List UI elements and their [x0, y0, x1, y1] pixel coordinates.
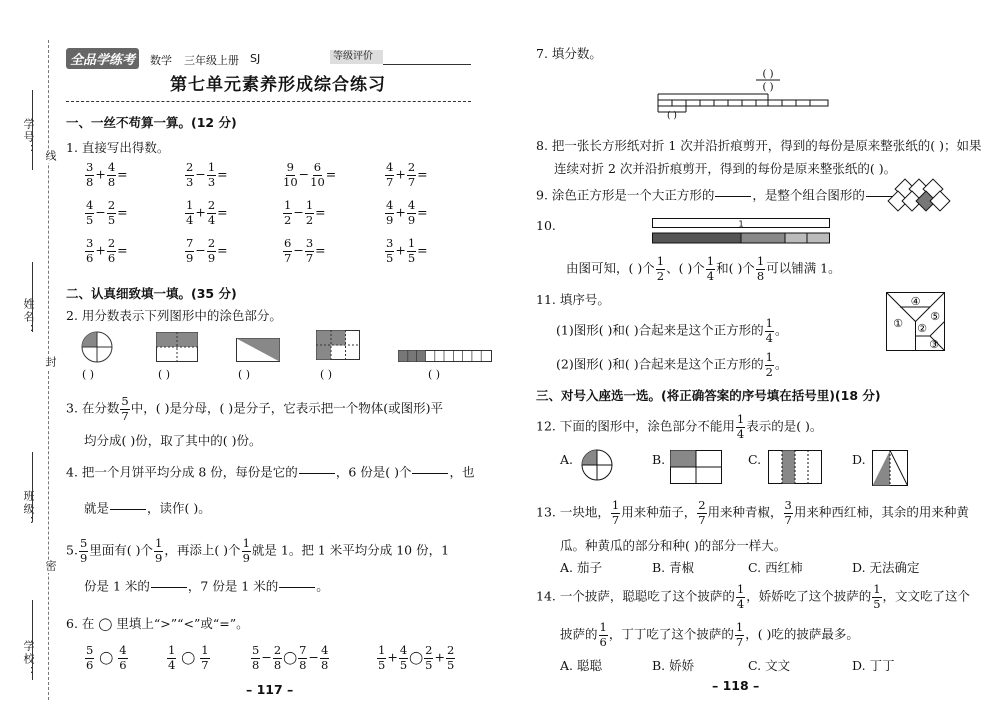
q10-text-c: 、( )个	[666, 260, 705, 276]
q2-rect-figure	[156, 332, 198, 362]
q13-fraction-1-7: $\frac{1}{7}$	[611, 498, 620, 527]
q4-line-1	[66, 460, 474, 486]
subject-label: 数学	[150, 54, 172, 67]
q4-text-a: 4. 把一个月饼平均分成 8 份，每份是它的	[66, 464, 298, 480]
q14-fraction-1-6: $\frac{1}{6}$	[599, 620, 607, 649]
q12-fraction-1-4: $\frac{1}{4}$	[736, 412, 745, 441]
q13-option-a[interactable]: A. 茄子	[560, 560, 602, 575]
q5-text-a: 5.	[66, 542, 78, 558]
q9-text-b: ，是整个组合图形的	[752, 187, 865, 203]
q12-line	[536, 414, 822, 440]
page-title: 第七单元素养形成综合练习	[170, 75, 386, 95]
q2-answer-5: ( )	[428, 368, 441, 381]
class-line	[32, 452, 33, 522]
page-number-right: – 118 –	[712, 678, 760, 693]
calc-item: $\frac{4}{9}$ + $\frac{4}{9}$ =	[386, 198, 428, 227]
q4-text-b: ，6 份是( )个	[335, 464, 412, 480]
q13-line-2: 瓜。种黄瓜的部分和种( )的部分一样大。	[560, 538, 787, 553]
q13-text-b: 用来种茄子，	[621, 504, 697, 520]
q13-line-1	[536, 500, 969, 526]
q10-bar-label: 1	[738, 219, 744, 229]
q10-fraction-1-2: $\frac{1}{2}$	[656, 254, 665, 283]
q11-fraction-1-4: $\frac{1}{4}$	[765, 316, 773, 345]
q12-option-d-figure	[872, 450, 908, 486]
q4-blank-fraction-2	[412, 460, 448, 486]
q9-line	[536, 183, 915, 209]
q5-text-e: 份是 1 米的	[84, 578, 150, 594]
q2-answer-4: ( )	[320, 368, 333, 381]
class-label: 班级：	[22, 490, 35, 529]
q12-option-b-figure	[670, 450, 722, 484]
q12-option-c[interactable]: C.	[748, 452, 762, 467]
student-no-label: 学号：	[22, 118, 35, 157]
calc-item: $\frac{1}{4}$ + $\frac{2}{4}$ =	[186, 198, 228, 227]
q6-text: 6. 在 ◯ 里填上“>”“<”或“=”。	[66, 616, 249, 631]
q2-answer-1: ( )	[82, 368, 95, 381]
q14-text-c: ，文文吃了这个	[882, 588, 971, 604]
q7-text: 7. 填分数。	[536, 46, 602, 61]
section-3-title: 三、对号入座选一选。(将正确答案的序号填在括号里)(18 分)	[536, 388, 881, 403]
q5-text-g: 。	[316, 578, 329, 594]
q13-fraction-3-7: $\frac{3}{7}$	[784, 498, 792, 527]
q3-line-2: 均分成( )份，取了其中的( )份。	[84, 433, 262, 448]
q14-option-b[interactable]: B. 娇娇	[652, 658, 695, 673]
binding-margin	[0, 0, 60, 722]
q5-text-b: 里面有( )个	[89, 542, 153, 558]
q4-text-d: 就是	[84, 500, 110, 516]
calc-item: $\frac{2}{3}$ − $\frac{1}{3}$ =	[186, 160, 228, 189]
q14-fraction-1-4: $\frac{1}{4}$	[736, 582, 745, 611]
q13-text-c: 用来种青椒，	[707, 504, 783, 520]
q14-text-a: 14. 一个披萨，聪聪吃了这个披萨的	[536, 588, 735, 604]
school-line	[32, 600, 33, 680]
q14-line-1	[536, 584, 970, 610]
q14-line-2	[560, 622, 859, 648]
q14-fraction-1-7: $\frac{1}{7}$	[735, 620, 744, 649]
calc-item: $\frac{3}{6}$ + $\frac{2}{6}$ =	[86, 236, 128, 265]
q4-blank-fraction-3	[110, 496, 146, 522]
q13-text-a: 13. 一块地，	[536, 504, 610, 520]
seal-char-2: 封	[44, 356, 57, 369]
q2-bar-figure	[398, 350, 492, 362]
q10-text-b: 由图可知，( )个	[566, 260, 655, 276]
q12-option-a[interactable]: A.	[560, 452, 574, 467]
section-1-title: 一、一丝不苟算一算。(12 分)	[66, 115, 237, 130]
q2-answer-2: ( )	[158, 368, 171, 381]
q3-fraction: $\frac{5}{7}$	[121, 394, 129, 423]
q11-text: 11. 填序号。	[536, 292, 610, 307]
q5-text-f: ，7 份是 1 米的	[187, 578, 279, 594]
q4-text-e: ，读作( )。	[147, 500, 211, 516]
q6-compare-2: $\frac{1}{4}$ ◯ $\frac{1}{7}$	[168, 643, 209, 672]
q12-option-a-figure	[580, 448, 614, 482]
student-no-line	[32, 90, 33, 170]
q5-line-2	[84, 574, 329, 600]
q11-text-b: (2)图形( )和( )合起来是这个正方形的	[556, 356, 764, 372]
q5-blank-fraction-2	[279, 574, 315, 600]
q14-option-d[interactable]: D. 丁丁	[852, 658, 895, 673]
q9-text-a: 9. 涂色正方形是一个大正方形的	[536, 187, 715, 203]
q14-text-b: ，娇娇吃了这个披萨的	[746, 588, 872, 604]
q10-text-e: 可以铺满 1。	[766, 260, 841, 276]
q12-option-b[interactable]: B.	[652, 452, 666, 467]
dashed-binding-line	[48, 40, 49, 700]
q5-fraction-5-9: $\frac{5}{9}$	[79, 536, 88, 565]
svg-text:( ): ( )	[667, 111, 677, 121]
q12-option-c-figure	[768, 450, 822, 484]
q11-tangram-figure	[886, 292, 946, 352]
q12-text-b: 表示的是( )。	[746, 418, 823, 434]
q4-line-2	[84, 496, 211, 522]
evaluation-line	[383, 64, 471, 65]
q2-circle-figure	[80, 330, 114, 364]
q8-line-1: 8. 把一张长方形纸对折 1 次并沿折痕剪开，得到的每份是原来整张纸的( )；如果	[536, 138, 982, 153]
q2-text: 2. 用分数表示下列图形中的涂色部分。	[66, 308, 282, 323]
q3-text-b: 中，( )是分母，( )是分子，它表示把一个物体(或图形)平	[130, 400, 443, 416]
edition-label: SJ	[250, 52, 261, 65]
name-line	[32, 262, 33, 332]
q10-line	[566, 256, 841, 282]
q12-option-d[interactable]: D.	[852, 452, 866, 467]
q6-compare-1: $\frac{5}{6}$ ◯ $\frac{4}{6}$	[86, 643, 127, 672]
q12-text-a: 12. 下面的图形中，涂色部分不能用	[536, 418, 735, 434]
calc-item: $\frac{9}{10}$ − $\frac{6}{10}$ =	[283, 160, 337, 189]
q13-fraction-2-7: $\frac{2}{7}$	[698, 498, 706, 527]
q6-compare-3: $\frac{5}{8}$ − $\frac{2}{8}$ ◯ $\frac{7}{8}$ − $\frac{4}{8}$	[252, 643, 329, 672]
name-label: 姓名：	[22, 298, 35, 337]
q10-fraction-1-8: $\frac{1}{8}$	[756, 254, 765, 283]
calc-item: $\frac{4}{7}$ + $\frac{2}{7}$ =	[386, 160, 428, 189]
q14-option-c[interactable]: C. 文文	[748, 658, 791, 673]
q4-blank-fraction-1	[299, 460, 335, 486]
q10-text-d: 和( )个	[716, 260, 755, 276]
school-label: 学校：	[22, 640, 35, 679]
svg-text:( ): ( )	[762, 82, 774, 93]
q5-fraction-1-9b: $\frac{1}{9}$	[242, 536, 250, 565]
q11-fraction-1-2: $\frac{1}{2}$	[765, 350, 773, 379]
calc-item: $\frac{4}{5}$ − $\frac{2}{5}$ =	[86, 198, 128, 227]
page-number-left: – 117 –	[246, 682, 294, 697]
q14-option-a[interactable]: A. 聪聪	[560, 658, 602, 673]
q10-number: 10.	[536, 218, 556, 233]
grade-label: 三年级上册	[184, 54, 239, 67]
q14-text-e: ，丁丁吃了这个披萨的	[608, 626, 734, 642]
seal-char-3: 密	[44, 560, 57, 573]
q13-text-d: 用来种西红柿，其余的用来种黄	[793, 504, 969, 520]
q6-compare-4: $\frac{1}{5}$ + $\frac{4}{5}$ ◯ $\frac{2}{5}$ + $\frac{2}{5}$	[378, 643, 455, 672]
tangram-label-1: ①	[893, 317, 903, 330]
evaluation-box: 等级评价	[330, 50, 383, 64]
q13-option-b[interactable]: B. 青椒	[652, 560, 695, 575]
calc-item: $\frac{3}{8}$ + $\frac{4}{8}$ =	[86, 160, 128, 189]
tangram-label-4: ④	[910, 295, 921, 308]
q3-line-1	[66, 396, 443, 422]
q3-text-a: 3. 在分数	[66, 400, 120, 416]
q10-bar-figure	[652, 218, 832, 246]
q5-blank-fraction-1	[151, 574, 187, 600]
tangram-label-2: ②	[917, 322, 927, 335]
tangram-label-3: ③	[929, 338, 939, 351]
svg-text:( ): ( )	[762, 69, 774, 80]
q14-text-d: 披萨的	[560, 626, 598, 642]
q13-option-c[interactable]: C. 西红柿	[748, 560, 803, 575]
title-rule	[66, 101, 471, 102]
q5-text-d: 就是 1。把 1 米平均分成 10 份，1	[251, 542, 450, 558]
q1-text: 1. 直接写出得数。	[66, 140, 170, 155]
brand-logo: 全品学练考	[66, 48, 139, 69]
q2-triangle-figure	[236, 338, 280, 362]
q5-fraction-1-9a: $\frac{1}{9}$	[155, 536, 163, 565]
section-2-title: 二、认真细致填一填。(35 分)	[66, 286, 237, 301]
q9-diamond-figure	[884, 180, 954, 220]
q5-text-c: ，再添上( )个	[164, 542, 241, 558]
q4-text-c: ，也	[449, 464, 475, 480]
q14-fraction-1-5: $\frac{1}{5}$	[873, 582, 881, 611]
q5-line-1	[66, 538, 449, 564]
q11-text-a: (1)图形( )和( )合起来是这个正方形的	[556, 322, 764, 338]
q2-answer-3: ( )	[238, 368, 251, 381]
q14-text-f: ，( )吃的披萨最多。	[745, 626, 859, 642]
seal-char-1: 线	[44, 150, 57, 163]
tangram-label-5: ⑤	[930, 310, 940, 323]
calc-item: $\frac{1}{2}$ − $\frac{1}{2}$ =	[284, 198, 326, 227]
calc-item: $\frac{7}{9}$ − $\frac{2}{9}$ =	[186, 236, 228, 265]
q13-option-d[interactable]: D. 无法确定	[852, 560, 920, 575]
calc-item: $\frac{3}{5}$ + $\frac{1}{5}$ =	[386, 236, 428, 265]
q2-grid-figure	[316, 330, 360, 360]
q8-line-2: 连续对折 2 次并沿折痕剪开，得到的每份是原来整张纸的( )。	[554, 161, 897, 176]
q11-line-1: (1)图形( )和( )合起来是这个正方形的 $\frac{1}{4}$ 。	[556, 316, 788, 345]
q7-number-line	[650, 68, 836, 121]
q11-line-2: (2)图形( )和( )合起来是这个正方形的 $\frac{1}{2}$ 。	[556, 350, 788, 379]
q10-fraction-1-4: $\frac{1}{4}$	[706, 254, 715, 283]
calc-item: $\frac{6}{7}$ − $\frac{3}{7}$ =	[284, 236, 326, 265]
q9-blank-fraction-1	[715, 183, 751, 209]
